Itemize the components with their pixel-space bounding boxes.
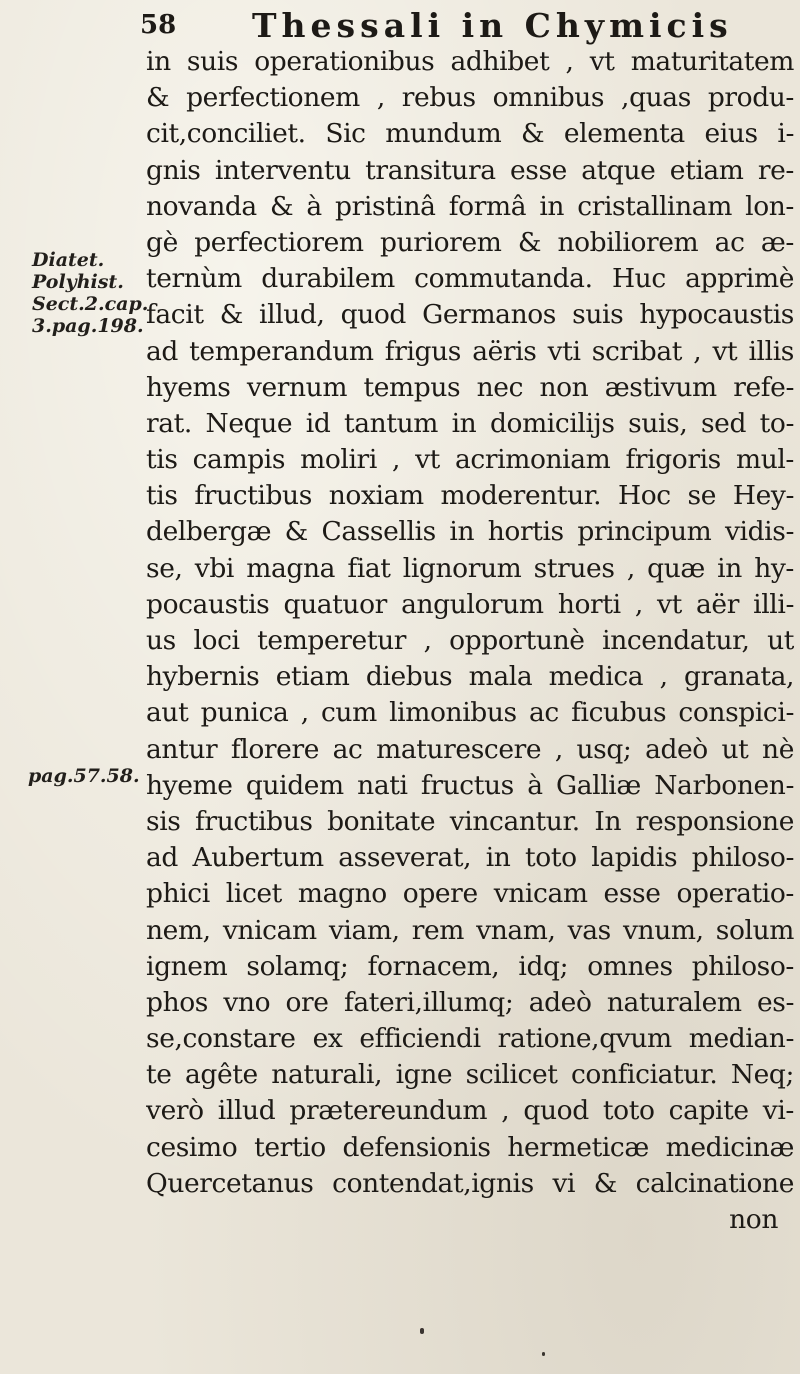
text-line: hybernis etiam diebus mala medica , granata, — [146, 661, 794, 693]
text-line: aut punica , cum limonibus ac ficubus conspici- — [146, 697, 794, 729]
text-line: antur florere ac maturescere , usq; adeò ut nè — [146, 733, 794, 765]
text-line: hyeme quidem nati fructus à Galliæ Narbonen- — [146, 769, 794, 801]
marginal-note-line: pag.57.58. — [28, 765, 140, 787]
text-line: tis campis moliri , vt acrimoniam frigoris mul- — [146, 444, 794, 476]
ink-speck — [420, 1328, 424, 1334]
body-text — [146, 44, 794, 1238]
marginal-note-diatet — [32, 249, 148, 337]
text-line: cit,conciliet. Sic mundum & elementa eius i- — [146, 118, 794, 150]
text-line: ad temperandum frigus aëris vti scribat , vt illis — [146, 335, 794, 367]
text-line: gè perfectiorem puriorem & nobiliorem ac æ- — [146, 226, 794, 258]
text-line: Quercetanus contendat,ignis vi & calcinatione — [146, 1167, 794, 1199]
text-line: delbergæ & Cassellis in hortis principum vidis- — [146, 516, 794, 548]
text-line: us loci temperetur , opportunè incendatur, ut — [146, 625, 794, 656]
text-line: facit & illud, quod Germanos suis hypocaustis — [146, 299, 794, 331]
text-line: & perfectionem , rebus omnibus ,quas produ- — [146, 82, 794, 114]
page-header — [140, 6, 780, 46]
marginal-note-line: Diatet. — [32, 249, 105, 271]
page-number: 58 — [140, 10, 177, 40]
marginal-note-line: Sect.2.cap. — [32, 293, 149, 315]
marginal-note-line: Polyhist. — [32, 271, 124, 293]
text-line: cesimo tertio defensionis hermeticæ medicinæ — [146, 1131, 794, 1163]
text-line: verò illud prætereundum , quod toto capite vi- — [146, 1095, 794, 1127]
text-line: hyems vernum tempus nec non æstivum refe- — [146, 371, 794, 403]
text-line: te agête naturali, igne scilicet conficiatur. Neq; — [146, 1059, 794, 1091]
text-line: ad Aubertum asseverat, in toto lapidis philoso- — [146, 842, 794, 874]
text-line: tis fructibus noxiam moderentur. Hoc se Hey- — [146, 480, 794, 512]
text-line: in suis operationibus adhibet , vt maturitatem — [146, 46, 794, 77]
text-line: se, vbi magna fiat lignorum strues , quæ in hy- — [146, 552, 794, 584]
text-line: nem, vnicam viam, rem vnam, vas vnum, solum — [146, 914, 794, 946]
marginal-note-page-ref — [28, 765, 140, 787]
text-line: ternùm durabilem commutanda. Huc apprimè — [146, 263, 794, 295]
text-line: novanda & à pristinâ formâ in cristallinam lon- — [146, 190, 794, 222]
text-line: ignem solamq; fornacem, idq; omnes philoso- — [146, 950, 794, 982]
catchword: non — [729, 1204, 778, 1235]
text-line: pocaustis quatuor angulorum horti , vt aër illi- — [146, 588, 794, 620]
text-line: sis fructibus bonitate vincantur. In responsione — [146, 805, 794, 837]
running-head: Thessali in Chymicis — [252, 6, 733, 45]
text-line: rat. Neque id tantum in domicilijs suis, sed to- — [146, 407, 794, 439]
text-line: gnis interventu transitura esse atque etiam re- — [146, 154, 794, 186]
text-line: phos vno ore fateri,illumq; adeò naturalem es- — [146, 986, 794, 1018]
text-line: se,constare ex efficiendi ratione,qvum median- — [146, 1023, 794, 1055]
ink-speck — [542, 1352, 545, 1356]
marginal-note-line: 3.pag.198. — [32, 315, 144, 337]
text-line: phici licet magno opere vnicam esse operatio- — [146, 878, 794, 910]
